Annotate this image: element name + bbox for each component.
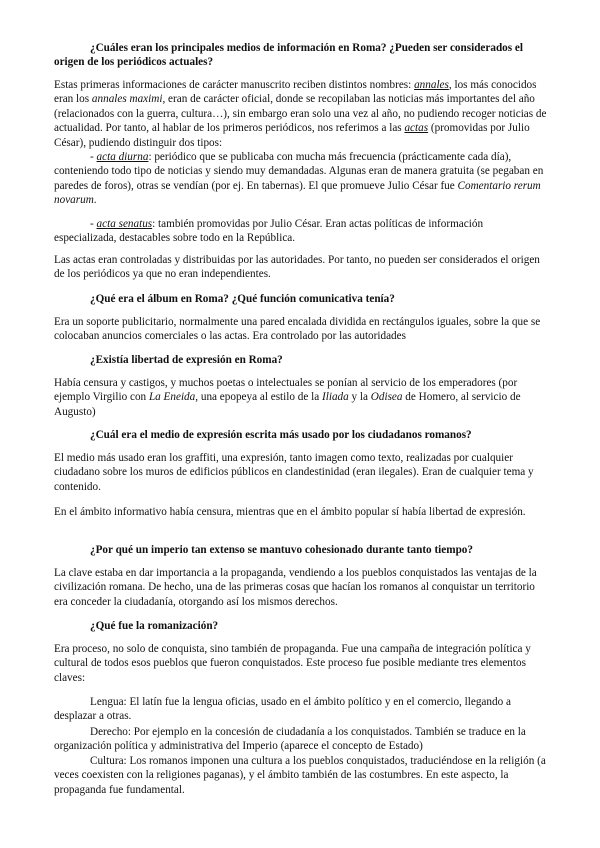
term-acta-diurna: acta diurna — [96, 151, 149, 163]
element-lengua: Lengua: El latín fue la lengua oficias, usado en el ámbito político y en el comercio, llegando a desplazar a otras. — [54, 696, 511, 723]
question-heading-4: ¿Cuál era el medio de expresión escrita más usado por los ciudadanos romanos? — [90, 429, 472, 441]
paragraph-q4-graffiti: El medio más usado eran los graffiti, una expresión, tanto imagen como texto, realizadas por cualquier ciudadano sobre los muros de edificios públicos en clandestinidad (eran ilegales). Eran de cualquier tema y contenido. — [54, 452, 534, 493]
term-odisea: Odisea — [370, 391, 403, 404]
term-iliada: Iliada — [322, 391, 349, 404]
term-actas: actas — [404, 122, 429, 135]
paragraph-q5: La clave estaba en dar importancia a la propaganda, vendiendo a los pueblos conquistados las ventajas de la civilización romana. De hecho, una de las primeras cosas que hacían los romanos al conquistar un territorio era conceder la ciudadanía, otorgando así los mismos derechos. — [54, 567, 537, 608]
term-annales-maximi: annales maximi — [91, 93, 163, 106]
paragraph-q3: Había censura y castigos, y muchos poetas o intelectuales se ponían al servicio de los emperadores (por ejemplo Virgilio con La Eneida, una epopeya al estilo de la Iliada y la Odisea de Homero, al servicio de Augusto) — [54, 377, 521, 418]
element-derecho: Derecho: Por ejemplo en la concesión de ciudadanía a los conquistados. También se traduce en la organización política y administrativa del Imperio (aparece el concepto de Estado) — [54, 726, 526, 753]
list-item-acta-diurna: - acta diurna: periódico que se publicaba con mucha más frecuencia (prácticamente cada día), conteniendo todo tipo de noticias y siendo muy demandadas. Algunas eran de manera gratuita (se pegaban en paredes de foros), otras se vendían (por ej. En tabernas). El que promueve Julio César fue Comentario rerum novarum. — [54, 151, 544, 207]
paragraph-q2: Era un soporte publicitario, normalmente una pared encalada dividida en rectángulos iguales, sobre la que se colocaban anuncios comerciales o las actas. Era controlado por las autoridades — [54, 316, 541, 343]
element-cultura: Cultura: Los romanos imponen una cultura a los pueblos conquistados, traduciéndose en la religión (a veces coexisten con la religiones paganas), y el ámbito también de las costumbres. En este aspecto, la propaganda fue fundamental. — [54, 755, 546, 796]
question-heading-3: ¿Existía libertad de expresión en Roma? — [90, 354, 283, 366]
term-annales: annales — [414, 79, 449, 91]
question-heading-6: ¿Qué fue la romanización? — [90, 620, 219, 632]
term-la-eneida: La Eneida — [148, 391, 196, 404]
paragraph-q1-conclusion: Las actas eran controladas y distribuidas por las autoridades. Por tanto, no pueden ser considerados el origen de los periódicos ya que no eran independientes. — [54, 254, 540, 281]
paragraph-q1-intro: Estas primeras informaciones de carácter manuscrito reciben distintos nombres: annales, los más conocidos eran los annales maximi, eran de carácter oficial, donde se recopilaban las noticias más importantes del año (relacionados con la guerra, cultura…), sin embargo eran solo una vez al año, no pudiendo recoger noticias de actualidad. Por tanto, al hablar de los primeros periódicos, nos referimos a las actas (promovidas por Julio César), pudiendo distinguir dos tipos: — [54, 79, 547, 149]
list-item-acta-senatus: - acta senatus: también promovidas por Julio César. Eran actas políticas de información especializada, destacables sobre todo en la República. — [54, 218, 484, 245]
question-heading-5: ¿Por qué un imperio tan extenso se mantuvo cohesionado durante tanto tiempo? — [90, 544, 473, 556]
paragraph-q4-censura: En el ámbito informativo había censura, mientras que en el ámbito popular sí había libertad de expresión. — [54, 506, 526, 518]
question-heading-1: ¿Cuáles eran los principales medios de información en Roma? ¿Pueden ser considerados el origen de los periódicos actuales? — [54, 42, 523, 69]
term-acta-senatus: acta senatus — [96, 218, 153, 230]
term-comentario: Comentario rerum novarum — [54, 179, 541, 207]
paragraph-q6-intro: Era proceso, no solo de conquista, sino también de propaganda. Fue una campaña de integración política y cultural de todos esos pueblos que fueron conquistados. Este proceso fue posible mediante tres elementos claves: — [54, 643, 531, 684]
question-heading-2: ¿Qué era el álbum en Roma? ¿Qué función comunicativa tenía? — [90, 293, 395, 305]
